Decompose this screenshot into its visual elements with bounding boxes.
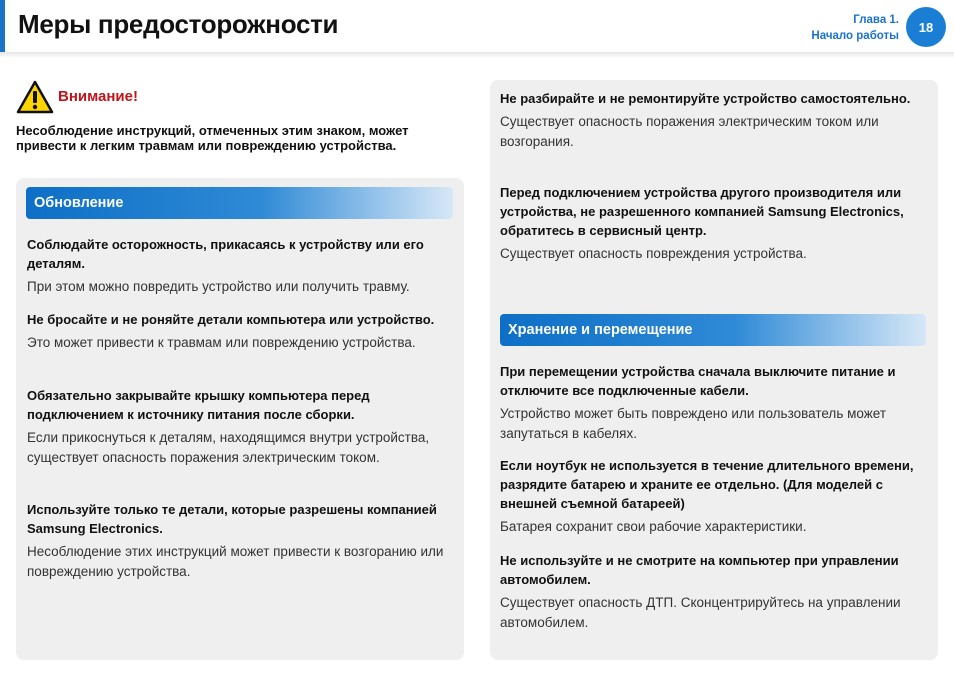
list-item	[500, 551, 928, 632]
list-item	[27, 500, 455, 581]
list-item	[500, 89, 928, 151]
warning-icon	[16, 80, 54, 114]
chapter-label[interactable]	[811, 12, 899, 44]
item-description: Существует опасность поражения электрическим током или возгорания.	[500, 114, 879, 149]
item-title: Перед подключением устройства другого производителя или устройства, не разрешенного компанией Samsung Electronics, обратитесь в сервисный центр.	[500, 185, 904, 238]
item-title: Не используйте и не смотрите на компьютер при управлении автомобилем.	[500, 553, 899, 587]
item-title: При перемещении устройства сначала выключите питание и отключите все подключенные кабели.	[500, 364, 896, 398]
list-item	[27, 386, 455, 467]
page-title: Меры предосторожности	[18, 9, 339, 39]
item-title: Не бросайте и не роняйте детали компьютера или устройство.	[27, 312, 435, 327]
item-title: Не разбирайте и не ремонтируйте устройство самостоятельно.	[500, 91, 911, 106]
item-description: Существует опасность повреждения устройства.	[500, 246, 807, 261]
list-item	[500, 362, 928, 443]
item-description: При этом можно повредить устройство или получить травму.	[27, 279, 410, 294]
warning-text: Несоблюдение инструкций, отмеченных этим знаком, может привести к легким травмам или повреждению устройства.	[16, 123, 409, 153]
item-description: Существует опасность ДТП. Сконцентрируйтесь на управлении автомобилем.	[500, 595, 901, 630]
list-item	[500, 183, 928, 264]
warning-title: Внимание!	[58, 88, 138, 105]
item-title: Если ноутбук не используется в течение длительного времени, разрядите батарею и храните ее отдельно. (Для моделей с внешней съемной батареей)	[500, 458, 914, 511]
list-item	[27, 235, 455, 297]
chapter-name: Начало работы	[811, 30, 899, 42]
item-title: Обязательно закрывайте крышку компьютера перед подключением к источнику питания после сборки.	[27, 388, 370, 422]
item-description: Устройство может быть повреждено или пользователь может запутаться в кабелях.	[500, 406, 887, 441]
chapter-number: Глава 1.	[853, 14, 899, 26]
header-accent-bar	[0, 0, 5, 52]
section-header-storage: Хранение и перемещение	[500, 314, 926, 346]
header-divider	[0, 52, 954, 58]
item-title: Соблюдайте осторожность, прикасаясь к устройству или его деталям.	[27, 237, 424, 271]
section-header-update: Обновление	[26, 187, 453, 219]
page-number-badge: 18	[906, 7, 946, 47]
storage-panel	[490, 80, 938, 660]
item-description: Несоблюдение этих инструкций может привести к возгоранию или повреждению устройства.	[27, 544, 444, 579]
item-description: Если прикоснуться к деталям, находящимся внутри устройства, существует опасность поражения электрическим током.	[27, 430, 430, 465]
item-title: Используйте только те детали, которые разрешены компанией Samsung Electronics.	[27, 502, 437, 536]
item-description: Батарея сохранит свои рабочие характеристики.	[500, 519, 807, 534]
item-description: Это может привести к травмам или повреждению устройства.	[27, 335, 416, 350]
list-item	[500, 456, 928, 537]
list-item	[27, 310, 455, 353]
update-panel	[16, 178, 464, 660]
